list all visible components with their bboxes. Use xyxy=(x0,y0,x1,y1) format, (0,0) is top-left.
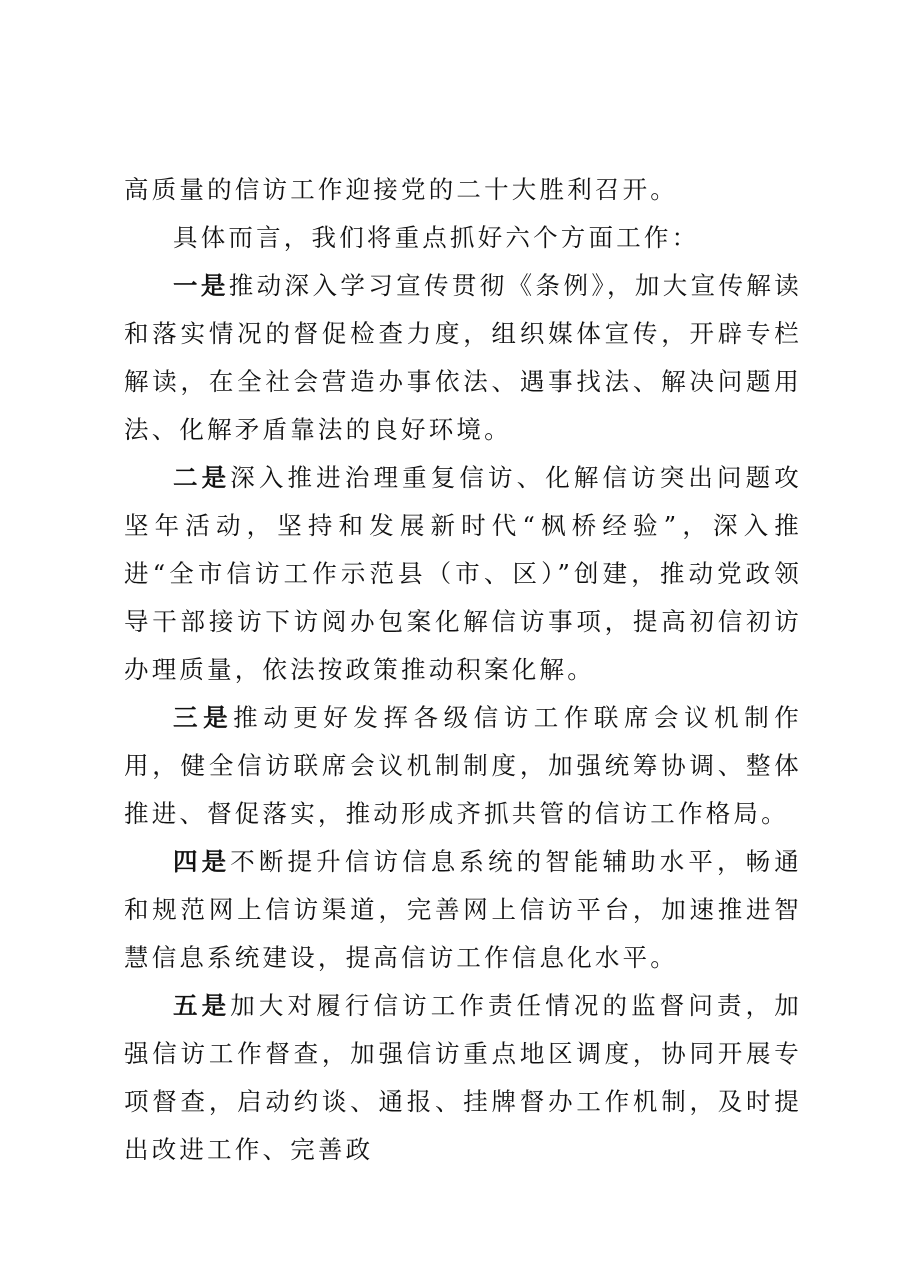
paragraph-lead: 五是 xyxy=(173,991,231,1020)
paragraph-lead: 四是 xyxy=(173,847,231,876)
paragraph-item-3 xyxy=(124,694,802,838)
paragraph-item-5 xyxy=(124,982,802,1174)
paragraph-item-1 xyxy=(124,262,802,454)
paragraph-text: 加大对履行信访工作责任情况的监督问责，加强信访工作督查，加强信访重点地区调度，协同开展专项督查，启动约谈、通报、挂牌督办工作机制，及时提出改进工作、完善政 xyxy=(124,991,803,1164)
paragraph-continuation xyxy=(124,166,802,214)
paragraph-item-2 xyxy=(124,454,802,694)
paragraph-text: 不断提升信访信息系统的智能辅助水平，畅通和规范网上信访渠道，完善网上信访平台，加速推进智慧信息系统建设，提高信访工作信息化水平。 xyxy=(124,847,803,972)
paragraph-lead: 一是 xyxy=(173,271,229,300)
paragraph-intro xyxy=(124,214,802,262)
paragraph-lead: 二是 xyxy=(173,463,231,492)
paragraph-text: 推动更好发挥各级信访工作联席会议机制作用，健全信访联席会议机制制度，加强统筹协调、整体推进、督促落实，推动形成齐抓共管的信访工作格局。 xyxy=(124,703,802,828)
paragraph-item-4 xyxy=(124,838,802,982)
paragraph-text: 深入推进治理重复信访、化解信访突出问题攻坚年活动，坚持和发展新时代“枫桥经验”，深入推进“全市信访工作示范县（市、区）”创建，推动党政领导干部接访下访阅办包案化解信访事项，提高初信初访办理质量，依法按政策推动积案化解。 xyxy=(124,463,803,684)
document-body xyxy=(124,166,802,1174)
paragraph-lead: 三是 xyxy=(173,703,234,732)
paragraph-text: 高质量的信访工作迎接党的二十大胜利召开。 xyxy=(124,175,678,204)
paragraph-text: 推动深入学习宣传贯彻《条例》，加大宣传解读和落实情况的督促检查力度，组织媒体宣传，开辟专栏解读，在全社会营造办事依法、遇事找法、解决问题用法、化解矛盾靠法的良好环境。 xyxy=(124,271,802,444)
paragraph-text: 具体而言，我们将重点抓好六个方面工作： xyxy=(173,223,700,252)
